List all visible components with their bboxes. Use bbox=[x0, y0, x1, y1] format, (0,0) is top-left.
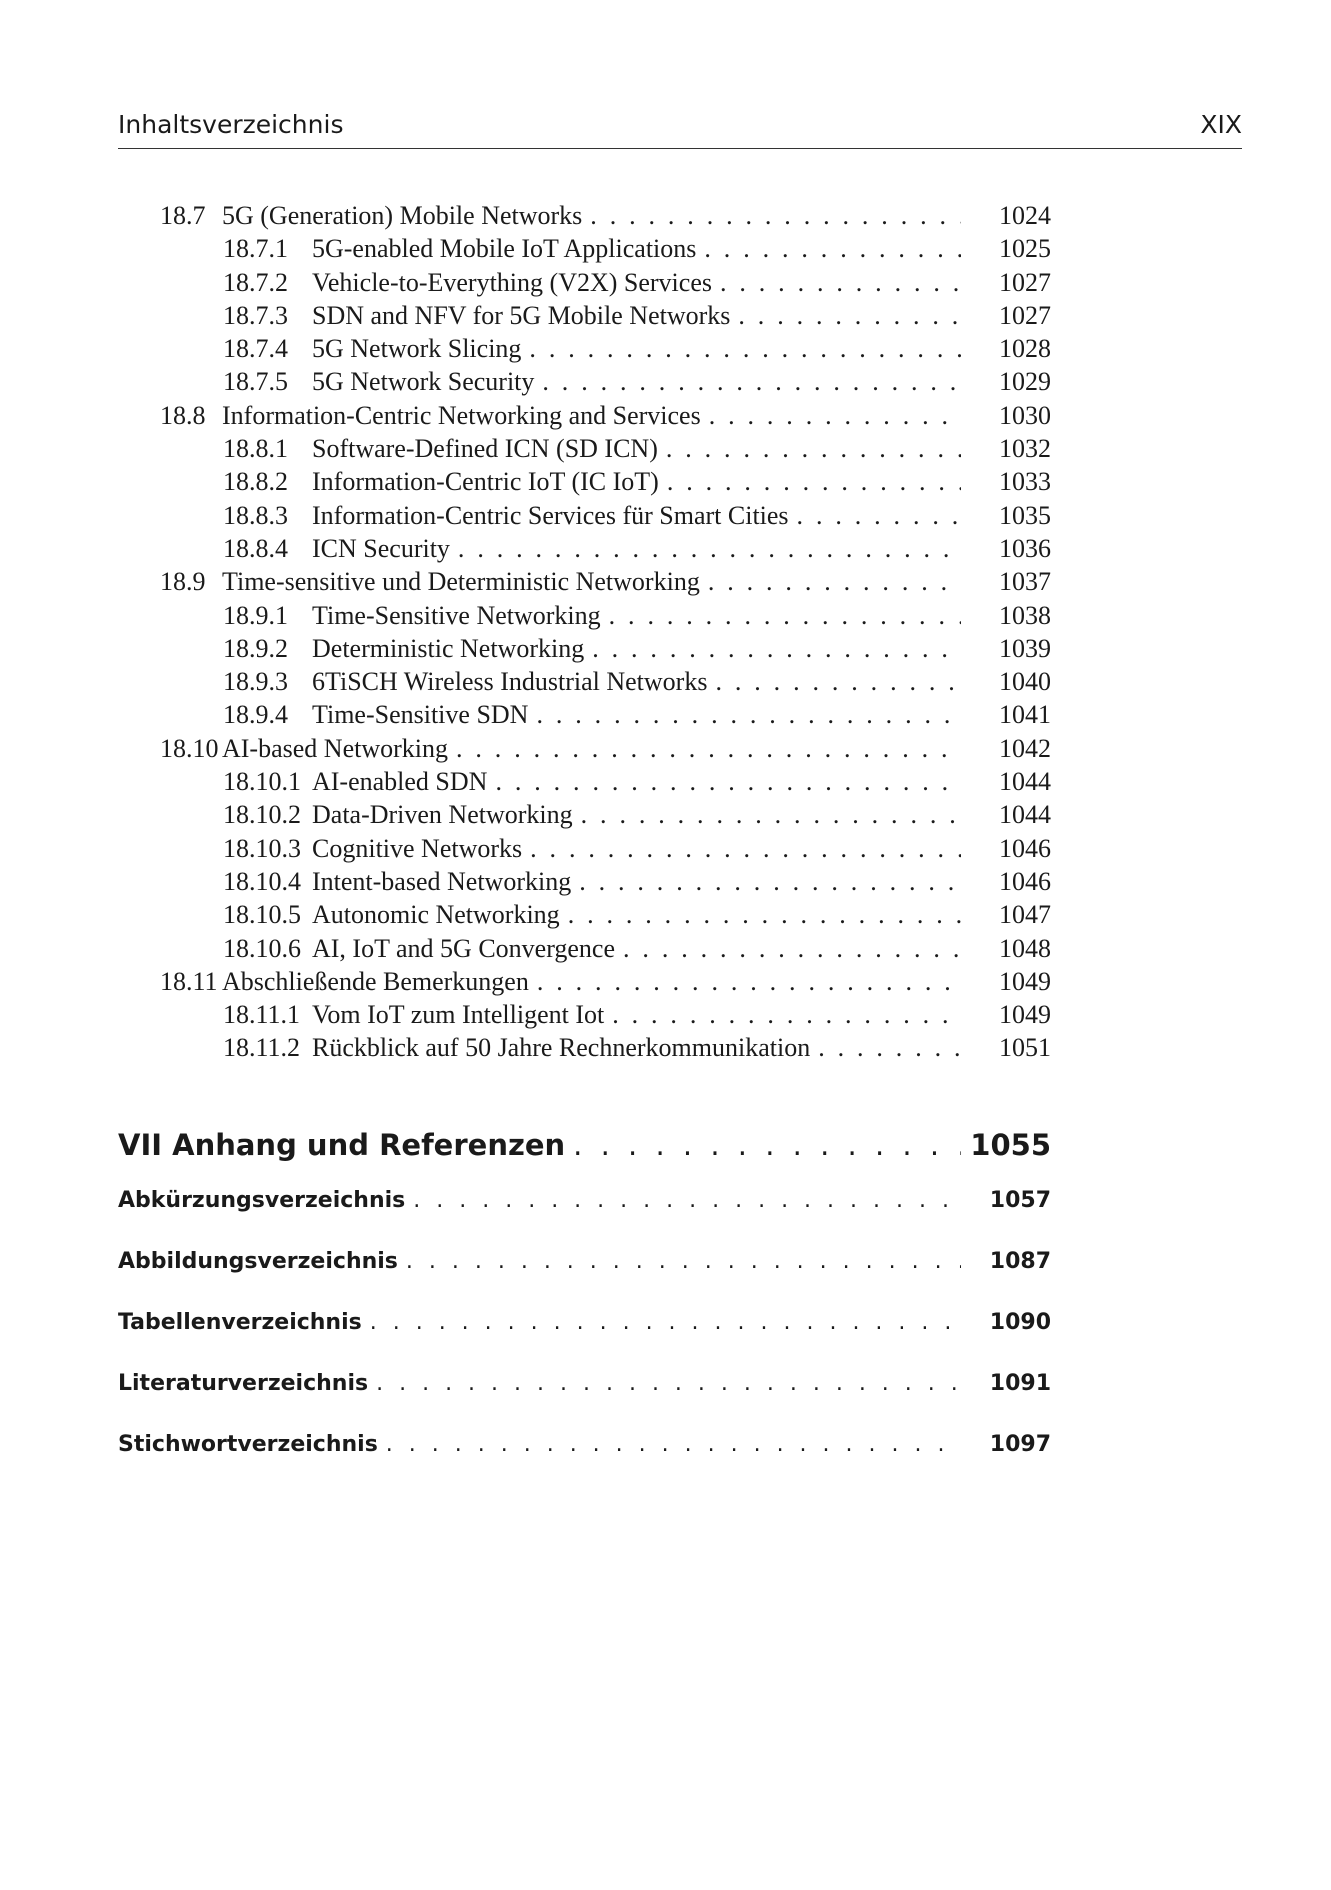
entry-number: 18.7 bbox=[160, 201, 206, 230]
chapter-page: 1091 bbox=[989, 1371, 1051, 1396]
entry-number: 18.10.4 bbox=[223, 866, 301, 896]
part-page: 1055 bbox=[970, 1128, 1051, 1162]
appendix-list bbox=[118, 1123, 1051, 1488]
page-number: XIX bbox=[1200, 110, 1242, 139]
entry-number: 18.7.4 bbox=[223, 334, 288, 364]
entry-number: 18.8 bbox=[160, 400, 206, 430]
entry-title: Time-sensitive und Deterministic Networking bbox=[222, 567, 700, 597]
toc-section-list bbox=[160, 199, 1051, 1065]
entry-number: 18.9.4 bbox=[223, 700, 288, 730]
entry-number: 18.8.2 bbox=[223, 467, 288, 497]
entry-number: 18.10.1 bbox=[223, 767, 301, 797]
entry-number: 18.10.5 bbox=[223, 900, 301, 930]
toc-section-entry[interactable] bbox=[160, 732, 1051, 765]
entry-page: 1047 bbox=[999, 900, 1051, 930]
toc-chapter-entry[interactable] bbox=[118, 1366, 1051, 1402]
entry-title: 5G-enabled Mobile IoT Applications bbox=[312, 234, 697, 264]
entry-title: Vom IoT zum Intelligent Iot bbox=[312, 1000, 605, 1030]
toc-subsection-entry[interactable] bbox=[160, 698, 1051, 731]
entry-page: 1027 bbox=[999, 300, 1051, 330]
entry-title: Autonomic Networking bbox=[312, 900, 560, 930]
toc-subsection-entry[interactable] bbox=[160, 865, 1051, 898]
toc-subsection-entry[interactable] bbox=[160, 998, 1051, 1031]
entry-number: 18.10 bbox=[160, 733, 219, 763]
entry-number: 18.11 bbox=[160, 966, 218, 996]
running-head bbox=[118, 108, 1242, 149]
toc-subsection-entry[interactable] bbox=[160, 765, 1051, 798]
entry-number: 18.8.1 bbox=[223, 434, 288, 464]
toc-section-entry[interactable] bbox=[160, 965, 1051, 998]
entry-title: Vehicle-to-Everything (V2X) Services bbox=[312, 267, 712, 297]
entry-page: 1046 bbox=[999, 866, 1051, 896]
entry-page: 1039 bbox=[999, 633, 1051, 663]
entry-page: 1032 bbox=[999, 434, 1051, 464]
entry-title: AI-based Networking bbox=[222, 733, 448, 763]
entry-title: SDN and NFV for 5G Mobile Networks bbox=[312, 300, 731, 330]
entry-title: 6TiSCH Wireless Industrial Networks bbox=[312, 667, 708, 697]
entry-title: Information-Centric IoT (IC IoT) bbox=[312, 467, 659, 497]
entry-title: Data-Driven Networking bbox=[312, 800, 573, 830]
entry-page: 1044 bbox=[999, 800, 1051, 830]
entry-number: 18.7.2 bbox=[223, 267, 288, 297]
toc-subsection-entry[interactable] bbox=[160, 632, 1051, 665]
toc-chapter-entry[interactable] bbox=[118, 1183, 1051, 1219]
toc-subsection-entry[interactable] bbox=[160, 332, 1051, 365]
entry-number: 18.9.1 bbox=[223, 600, 288, 630]
toc-chapter-entry[interactable] bbox=[118, 1244, 1051, 1280]
chapter-title: Abbildungsverzeichnis bbox=[118, 1249, 398, 1274]
entry-number: 18.10.6 bbox=[223, 933, 301, 963]
entry-title: AI, IoT and 5G Convergence bbox=[312, 933, 616, 963]
toc-subsection-entry[interactable] bbox=[160, 532, 1051, 565]
entry-title: Information-Centric Networking and Services bbox=[222, 400, 701, 430]
entry-number: 18.8.3 bbox=[223, 500, 288, 530]
toc-section-entry[interactable] bbox=[160, 399, 1051, 432]
entry-page: 1025 bbox=[999, 234, 1051, 264]
toc-subsection-entry[interactable] bbox=[160, 499, 1051, 532]
entry-page: 1041 bbox=[999, 700, 1051, 730]
entry-page: 1027 bbox=[999, 267, 1051, 297]
chapter-page: 1087 bbox=[989, 1249, 1051, 1274]
toc-section-entry[interactable] bbox=[160, 199, 1051, 232]
entry-page: 1035 bbox=[999, 500, 1051, 530]
toc-subsection-entry[interactable] bbox=[160, 832, 1051, 865]
chapter-title: Stichwortverzeichnis bbox=[118, 1432, 378, 1457]
entry-page: 1046 bbox=[999, 833, 1051, 863]
entry-number: 18.9.2 bbox=[223, 633, 288, 663]
entry-title: 5G Network Security bbox=[312, 367, 535, 397]
entry-number: 18.7.5 bbox=[223, 367, 288, 397]
entry-page: 1044 bbox=[999, 767, 1051, 797]
entry-number: 18.10.2 bbox=[223, 800, 301, 830]
entry-page: 1033 bbox=[999, 467, 1051, 497]
entry-page: 1042 bbox=[999, 733, 1051, 763]
entry-number: 18.10.3 bbox=[223, 833, 301, 863]
entry-page: 1049 bbox=[999, 1000, 1051, 1030]
entry-page: 1048 bbox=[999, 933, 1051, 963]
entry-title: Intent-based Networking bbox=[312, 866, 572, 896]
toc-subsection-entry[interactable] bbox=[160, 599, 1051, 632]
entry-number: 18.7.1 bbox=[223, 234, 288, 264]
entry-number: 18.7.3 bbox=[223, 300, 288, 330]
toc-subsection-entry[interactable] bbox=[160, 898, 1051, 931]
entry-title: Cognitive Networks bbox=[312, 833, 523, 863]
entry-page: 1029 bbox=[999, 367, 1051, 397]
chapter-title: Tabellenverzeichnis bbox=[118, 1310, 362, 1335]
toc-section-entry[interactable] bbox=[160, 565, 1051, 598]
entry-page: 1051 bbox=[999, 1033, 1051, 1063]
chapter-page: 1097 bbox=[989, 1432, 1051, 1457]
entry-page: 1030 bbox=[999, 400, 1051, 430]
entry-title: 5G (Generation) Mobile Networks bbox=[222, 201, 583, 230]
entry-number: 18.11.1 bbox=[223, 1000, 301, 1030]
toc-subsection-entry[interactable] bbox=[160, 365, 1051, 398]
entry-title: Software-Defined ICN (SD ICN) bbox=[312, 434, 658, 464]
chapter-title: Literaturverzeichnis bbox=[118, 1371, 369, 1396]
chapter-page: 1090 bbox=[989, 1310, 1051, 1335]
entry-title: Deterministic Networking bbox=[312, 633, 585, 663]
toc-chapter-entry[interactable] bbox=[118, 1427, 1051, 1463]
entry-title: Information-Centric Services für Smart Cities bbox=[312, 500, 789, 530]
entry-number: 18.9 bbox=[160, 567, 206, 597]
entry-page: 1024 bbox=[999, 201, 1051, 230]
entry-title: 5G Network Slicing bbox=[312, 334, 522, 364]
toc-subsection-entry[interactable] bbox=[160, 432, 1051, 465]
entry-number: 18.9.3 bbox=[223, 667, 288, 697]
chapter-title: Abkürzungsverzeichnis bbox=[118, 1188, 406, 1213]
toc-subsection-entry[interactable] bbox=[160, 232, 1051, 265]
toc-subsection-entry[interactable] bbox=[160, 798, 1051, 831]
toc-subsection-entry[interactable] bbox=[160, 266, 1051, 299]
part-title: VII Anhang und Referenzen bbox=[118, 1128, 566, 1162]
toc-subsection-entry[interactable] bbox=[160, 465, 1051, 498]
entry-title: Time-Sensitive SDN bbox=[312, 700, 529, 730]
toc-subsection-entry[interactable] bbox=[160, 299, 1051, 332]
entry-title: AI-enabled SDN bbox=[312, 767, 488, 797]
entry-number: 18.8.4 bbox=[223, 533, 288, 563]
toc-subsection-entry[interactable] bbox=[160, 665, 1051, 698]
entry-title: ICN Security bbox=[312, 533, 450, 563]
entry-page: 1049 bbox=[999, 966, 1051, 996]
entry-page: 1036 bbox=[999, 533, 1051, 563]
entry-page: 1040 bbox=[999, 667, 1051, 697]
entry-page: 1037 bbox=[999, 567, 1051, 597]
entry-page: 1028 bbox=[999, 334, 1051, 364]
entry-number: 18.11.2 bbox=[223, 1033, 301, 1063]
toc-part-entry[interactable] bbox=[118, 1123, 1051, 1167]
entry-title: Abschließende Bemerkungen bbox=[222, 966, 529, 996]
entry-page: 1038 bbox=[999, 600, 1051, 630]
entry-title: Rückblick auf 50 Jahre Rechnerkommunikation bbox=[312, 1033, 811, 1063]
toc-subsection-entry[interactable] bbox=[160, 932, 1051, 965]
entry-title: Time-Sensitive Networking bbox=[312, 600, 601, 630]
toc-chapter-entry[interactable] bbox=[118, 1305, 1051, 1341]
chapter-page: 1057 bbox=[989, 1188, 1051, 1213]
toc-subsection-entry[interactable] bbox=[160, 1031, 1051, 1064]
running-head-title: Inhaltsverzeichnis bbox=[118, 110, 344, 139]
